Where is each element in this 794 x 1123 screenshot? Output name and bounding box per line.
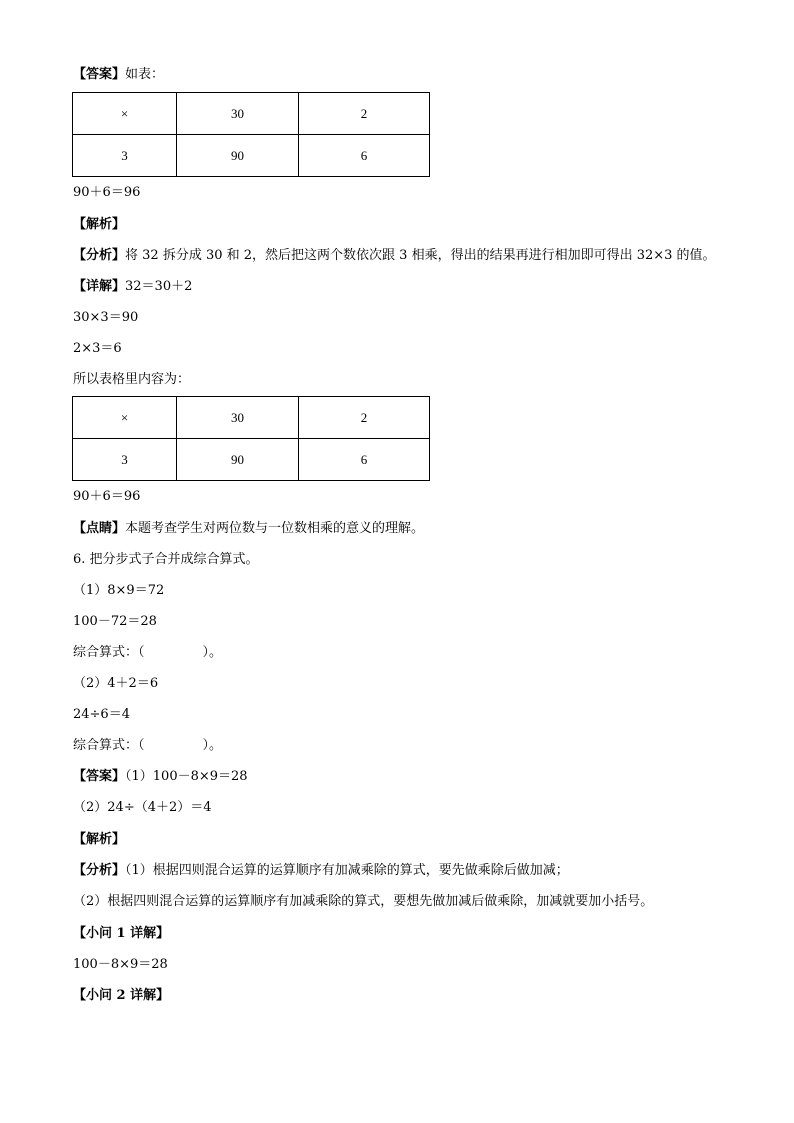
step-line-1: 30×3＝90 xyxy=(73,310,139,325)
q6-answer-line-1 xyxy=(73,769,248,785)
detail-text: 32＝30＋2 xyxy=(125,279,193,294)
table-cell: 3 xyxy=(73,135,177,177)
question-6-title: 6. 把分步式子合并成综合算式。 xyxy=(73,552,259,567)
fenxi-line-1 xyxy=(73,248,716,264)
sub1-tag: 【小问 1 详解】 xyxy=(73,926,170,941)
table-row xyxy=(73,397,430,439)
table-row xyxy=(73,93,430,135)
fenxi-tag: 【分析】 xyxy=(73,863,126,878)
sub1-text: 100－8×9＝28 xyxy=(73,957,168,972)
table-cell: 30 xyxy=(177,397,299,439)
table-cell: 2 xyxy=(299,397,430,439)
detail-tag: 【详解】 xyxy=(73,279,126,294)
multiplication-table-2 xyxy=(72,396,430,481)
q6-part1-line1: （1）8×9＝72 xyxy=(73,583,165,598)
sum-line-1: 90＋6＝96 xyxy=(73,185,141,200)
answer-tag: 【答案】 xyxy=(73,67,126,82)
q6-part2-line2: 24÷6＝4 xyxy=(73,707,130,722)
table-cell: × xyxy=(73,93,177,135)
formula-close: ）。 xyxy=(202,645,223,660)
table-row xyxy=(73,439,430,481)
table-cell: 2 xyxy=(299,93,430,135)
formula-line-2 xyxy=(73,738,222,754)
detail-line-1 xyxy=(73,279,192,295)
answer-text: 如表： xyxy=(125,67,165,82)
formula-close: ）。 xyxy=(202,738,223,753)
formula-line-1 xyxy=(73,645,222,661)
fenxi-tag: 【分析】 xyxy=(73,248,126,263)
fenxi-1: （1）根据四则混合运算的运算顺序有加减乘除的算式，要先做乘除后做加减； xyxy=(125,863,569,878)
sub2-tag: 【小问 2 详解】 xyxy=(73,988,170,1003)
table-cell: 30 xyxy=(177,93,299,135)
sum-line-2: 90＋6＝96 xyxy=(73,489,141,504)
q6-part1-line2: 100－72＝28 xyxy=(73,614,157,629)
answer-1: （1）100－8×9＝28 xyxy=(125,769,248,784)
q6-fenxi-line-2: （2）根据四则混合运算的运算顺序有加减乘除的算式，要想先做加减后做乘除，加减就要加小括号。 xyxy=(73,894,654,909)
step-line-2: 2×3＝6 xyxy=(73,341,122,356)
formula-label: 综合算式：（ xyxy=(73,738,145,753)
answer-tag: 【答案】 xyxy=(73,769,126,784)
table-cell: 6 xyxy=(299,439,430,481)
dianjing-tag: 【点睛】 xyxy=(73,521,126,536)
multiplication-table-1 xyxy=(72,92,430,177)
table-cell: 3 xyxy=(73,439,177,481)
analysis-tag-2: 【解析】 xyxy=(73,832,126,847)
so-line: 所以表格里内容为： xyxy=(73,372,191,387)
table-cell: × xyxy=(73,397,177,439)
dianjing-line xyxy=(73,521,424,537)
analysis-tag-1: 【解析】 xyxy=(73,217,126,232)
fenxi-text: 将 32 拆分成 30 和 2，然后把这两个数依次跟 3 相乘，得出的结果再进行相加即可得出 32×3 的值。 xyxy=(125,248,716,263)
table-cell: 6 xyxy=(299,135,430,177)
q6-answer-line-2: （2）24÷（4＋2）＝4 xyxy=(73,800,212,815)
q6-fenxi-line-1 xyxy=(73,863,569,879)
formula-label: 综合算式：（ xyxy=(73,645,145,660)
table-cell: 90 xyxy=(177,135,299,177)
answer-line-1 xyxy=(73,67,164,83)
table-cell: 90 xyxy=(177,439,299,481)
dianjing-text: 本题考查学生对两位数与一位数相乘的意义的理解。 xyxy=(125,521,425,536)
q6-part2-line1: （2）4＋2＝6 xyxy=(73,676,159,691)
table-row xyxy=(73,135,430,177)
